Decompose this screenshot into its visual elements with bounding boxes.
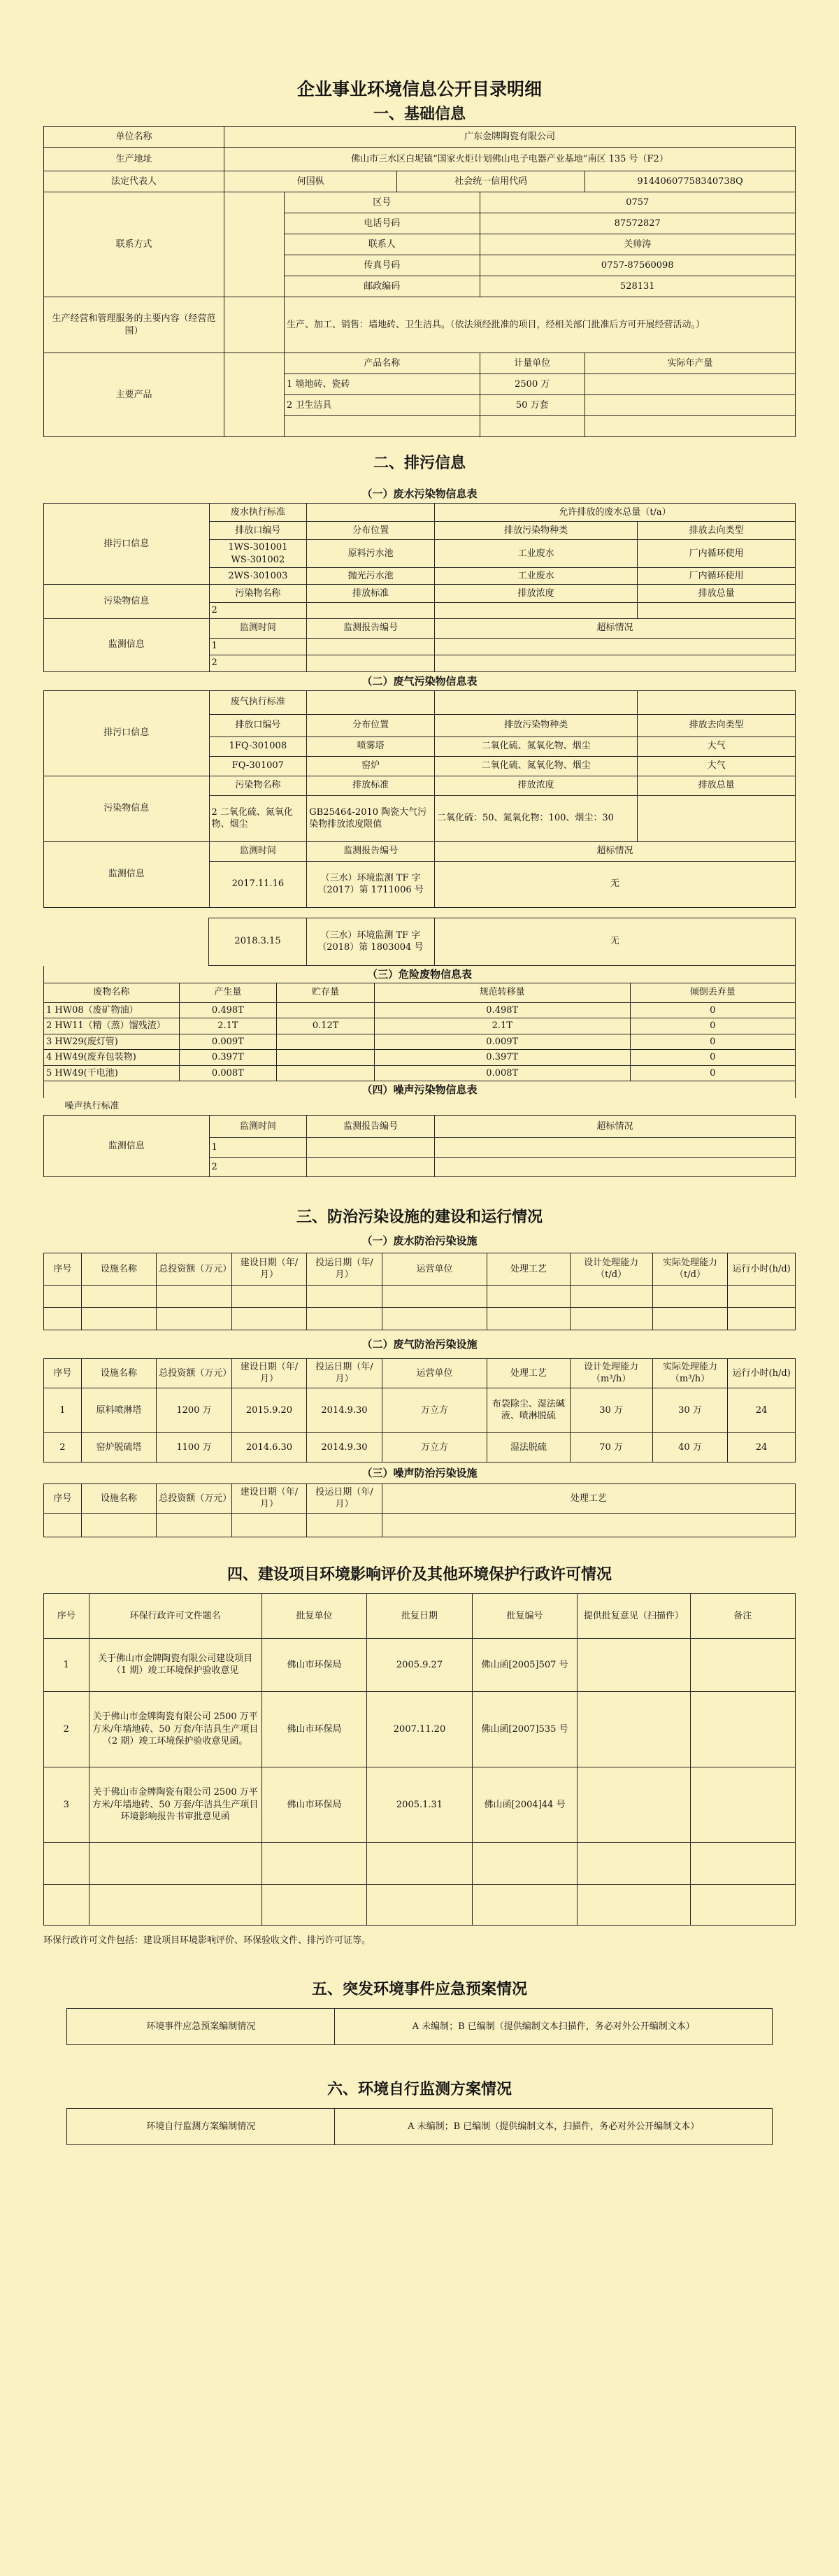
air-std-label: 废气执行标准: [209, 690, 307, 714]
section-4-title: 四、建设项目环境影响评价及其他环境保护行政许可情况: [227, 1565, 612, 1584]
noise-pollutant-table: [43, 1098, 796, 1177]
unit-name-label: 单位名称: [44, 127, 224, 148]
section-2-title: 二、排污信息: [373, 454, 466, 472]
permit-row-2-unit: 佛山市环保局: [261, 1691, 367, 1767]
permit-row-3-unit: 佛山市环保局: [261, 1767, 367, 1842]
water-mon-row-1: 1: [209, 638, 307, 655]
hazard-row-5-transferred: 0.008T: [375, 1065, 631, 1081]
noise-monitor-label: 监测信息: [44, 1115, 210, 1176]
product-1-qty: [585, 374, 796, 395]
zip-label: 邮政编码: [285, 276, 480, 297]
emergency-plan-label: 环境事件应急预案编制情况: [67, 2008, 335, 2044]
section-1-title: 一、基础信息: [373, 105, 466, 123]
air-row-2-type: 二氧化硫、氮氧化物、烟尘: [435, 756, 638, 776]
noise-std-label: 噪声执行标准: [64, 1101, 120, 1112]
product-qty-header: 实际年产量: [585, 353, 796, 374]
permit-row-1-date: 2005.9.27: [367, 1638, 473, 1691]
hazard-waste-title: （三）危险废物信息表: [43, 966, 796, 983]
hazard-row-4-stored: [277, 1050, 375, 1066]
af-row-2-design: 70 万: [570, 1432, 652, 1462]
permit-table: [43, 1593, 796, 1926]
permit-col-title: 环保行政许可文件题名: [89, 1593, 261, 1638]
section-5-title: 五、突发环境事件应急预案情况: [311, 1979, 527, 1998]
air-row-1-type: 二氧化硫、氮氧化物、烟尘: [435, 736, 638, 756]
water-pol-row-2: 2: [209, 603, 307, 619]
fax-value: 0757-87560098: [480, 255, 796, 276]
contact-person-value: 关帅涛: [480, 234, 796, 255]
hazard-row-2-produced: 2.1T: [179, 1018, 277, 1034]
noise-mon-row-2: 2: [209, 1157, 307, 1176]
af-row-2-build: 2014.6.30: [231, 1432, 307, 1462]
air-pol-row-conc: 二氧化硫：50、氮氧化物：100、烟尘：30: [435, 795, 638, 841]
permit-col-scan: 提供批复意见（扫描件）: [578, 1593, 690, 1638]
permit-row-1-scan: [578, 1638, 690, 1691]
af-row-1-process: 布袋除尘、湿法碱液、喷淋脱硫: [487, 1388, 570, 1432]
af-row-1-design: 30 万: [570, 1388, 652, 1432]
permit-row-2-no: 2: [44, 1691, 89, 1767]
water-col-direction: 排放去向类型: [638, 522, 796, 540]
noise-facility-table: [43, 1483, 796, 1537]
water-pollutant-table: [43, 503, 796, 672]
noise-mon-col-exceed: 超标情况: [435, 1115, 796, 1137]
water-col-type: 排放污染物种类: [435, 522, 638, 540]
permit-col-unit: 批复单位: [261, 1593, 367, 1638]
hazard-col-transferred: 规范转移量: [375, 983, 631, 1002]
af-row-1-operator: 万立方: [382, 1388, 487, 1432]
air-col-location: 分布位置: [307, 714, 435, 736]
air-pollutant-label: 污染物信息: [44, 776, 210, 841]
permit-row-3-scan: [578, 1767, 690, 1842]
water-pollutant-label: 污染物信息: [44, 585, 210, 619]
permit-row-2-scan: [578, 1691, 690, 1767]
noise-mon-row-1: 1: [209, 1137, 307, 1157]
af-row-2-name: 窑炉脱硫塔: [81, 1432, 157, 1462]
af-col-design: 设计处理能力（m³/h）: [570, 1358, 652, 1388]
hazard-row-4-dumped: 0: [630, 1050, 796, 1066]
water-pol-col-total: 排放总量: [638, 585, 796, 603]
air-facility-table: [43, 1358, 796, 1463]
af-col-actual: 实际处理能力（m³/h）: [652, 1358, 728, 1388]
hazard-row-3-produced: 0.009T: [179, 1034, 277, 1050]
hazard-waste-table: [43, 983, 796, 1082]
nf-col-no: 序号: [44, 1483, 82, 1513]
hazard-row-4-produced: 0.397T: [179, 1050, 277, 1066]
section-3-title: 三、防治污染设施的建设和运行情况: [296, 1207, 543, 1226]
water-row-2-location: 抛光污水池: [307, 568, 435, 585]
af-row-1-invest: 1200 万: [157, 1388, 232, 1432]
product-1-name: 1 墙地砖、瓷砖: [285, 374, 480, 395]
hazard-row-3-dumped: 0: [630, 1034, 796, 1050]
hazard-row-2-dumped: 0: [630, 1018, 796, 1034]
zip-value: 528131: [480, 276, 796, 297]
wf-col-process: 处理工艺: [487, 1253, 570, 1285]
water-pol-col-conc: 排放浓度: [435, 585, 638, 603]
noise-mon-col-report: 监测报告编号: [307, 1115, 435, 1137]
product-1-unit: 2500 万: [480, 374, 585, 395]
air-mon-row-2-exceed: 无: [434, 918, 795, 965]
permit-row-3-title: 关于佛山市金牌陶瓷有限公司 2500 万平方米/年墙地砖、50 万套/年洁具生产项目环境影响报告书审批意见函: [89, 1767, 261, 1842]
hazard-row-1-stored: [277, 1002, 375, 1018]
unit-name-value: 广东金牌陶瓷有限公司: [224, 127, 796, 148]
air-facility-title: （二）废气防治污染设施: [361, 1337, 478, 1351]
water-row-2-outlet: 2WS-301003: [209, 568, 307, 585]
water-row-2-type: 工业废水: [435, 568, 638, 585]
wf-col-operator: 运营单位: [382, 1253, 487, 1285]
water-row-1-outlet: 1WS-301001 WS-301002: [209, 540, 307, 568]
air-pollutant-title: （二）废气污染物信息表: [361, 674, 478, 688]
wf-col-name: 设施名称: [81, 1253, 157, 1285]
af-col-process: 处理工艺: [487, 1358, 570, 1388]
air-mon-row-2-report: （三水）环境监测 TF 字（2018）第 1803004 号: [306, 918, 434, 965]
air-row-1-direction: 大气: [638, 736, 796, 756]
phone-value: 87572827: [480, 213, 796, 234]
permit-row-2-remark: [690, 1691, 796, 1767]
hazard-row-1-dumped: 0: [630, 1002, 796, 1018]
water-facility-title: （一）废水防治污染设施: [361, 1234, 478, 1247]
permit-row-2-date: 2007.11.20: [367, 1691, 473, 1767]
hazard-col-name: 废物名称: [44, 983, 180, 1002]
air-row-2-direction: 大气: [638, 756, 796, 776]
wf-col-design: 设计处理能力（t/d）: [570, 1253, 652, 1285]
permit-row-3-remark: [690, 1767, 796, 1842]
noise-facility-title: （三）噪声防治污染设施: [361, 1466, 478, 1479]
af-row-2-no: 2: [44, 1432, 82, 1462]
hazard-row-2-transferred: 2.1T: [375, 1018, 631, 1034]
permit-row-1-no: 1: [44, 1638, 89, 1691]
af-col-operator: 运营单位: [382, 1358, 487, 1388]
wf-col-actual: 实际处理能力（t/d）: [652, 1253, 728, 1285]
af-col-hours: 运行小时(h/d): [728, 1358, 796, 1388]
zone-label: 区号: [285, 192, 480, 213]
permit-row-2-title: 关于佛山市金牌陶瓷有限公司 2500 万平方米/年墙地砖、50 万套/年洁具生产项目（2 期）竣工环境保护验收意见函。: [89, 1691, 261, 1767]
hazard-col-stored: 贮存量: [277, 983, 375, 1002]
permit-row-1-unit: 佛山市环保局: [261, 1638, 367, 1691]
af-row-1-actual: 30 万: [652, 1388, 728, 1432]
wf-col-hours: 运行小时(h/d): [728, 1253, 796, 1285]
water-row-1-type: 工业废水: [435, 540, 638, 568]
hazard-row-5-dumped: 0: [630, 1065, 796, 1081]
af-col-name: 设施名称: [81, 1358, 157, 1388]
air-pol-row-std: GB25464-2010 陶瓷大气污染物排放浓度限值: [307, 795, 435, 841]
af-row-2-actual: 40 万: [652, 1432, 728, 1462]
hazard-col-produced: 产生量: [179, 983, 277, 1002]
af-row-1-hours: 24: [728, 1388, 796, 1432]
product-2-name: 2 卫生洁具: [285, 395, 480, 416]
air-pol-col-conc: 排放浓度: [435, 776, 638, 795]
af-row-1-name: 原料喷淋塔: [81, 1388, 157, 1432]
air-mon-row-1-time: 2017.11.16: [209, 861, 307, 907]
wf-col-operate: 投运日期（年/月）: [307, 1253, 382, 1285]
monitoring-plan-table: [66, 2108, 773, 2145]
hazard-col-dumped: 倾倒丢弃量: [630, 983, 796, 1002]
product-unit-header: 计量单位: [480, 353, 585, 374]
permit-row-3-no: 3: [44, 1767, 89, 1842]
air-col-outlet: 排放口编号: [209, 714, 307, 736]
air-pollutant-table: [43, 690, 796, 908]
permit-col-number: 批复编号: [472, 1593, 578, 1638]
water-mon-row-2: 2: [209, 655, 307, 671]
permit-note: 环保行政许可文件包括：建设项目环境影响评价、环保验收文件、排污许可证等。: [43, 1935, 371, 1946]
phone-label: 电话号码: [285, 213, 480, 234]
permit-row-3-number: 佛山函[2004]44 号: [472, 1767, 578, 1842]
emergency-plan-table: [66, 2008, 773, 2045]
af-col-no: 序号: [44, 1358, 82, 1388]
address-value: 佛山市三水区白坭镇“国家火炬计划佛山电子电器产业基地”南区 135 号（F2）: [224, 148, 796, 171]
hazard-row-2-stored: 0.12T: [277, 1018, 375, 1034]
monitoring-plan-label: 环境自行监测方案编制情况: [67, 2108, 335, 2144]
credit-code-value: 91440607758340738Q: [585, 171, 796, 192]
products-spacer: [224, 353, 285, 437]
air-outlet-label: 排污口信息: [44, 690, 210, 776]
air-row-1-location: 喷雾塔: [307, 736, 435, 756]
permit-row-1-remark: [690, 1638, 796, 1691]
emergency-plan-value: A 未编制；B 已编制（提供编制文本扫描件，务必对外公开编制文本）: [335, 2008, 773, 2044]
hazard-row-5-produced: 0.008T: [179, 1065, 277, 1081]
air-pol-row-name: 2 二氧化硫、氮氧化物、烟尘: [209, 795, 307, 841]
document-title: 企业事业环境信息公开目录明细: [296, 79, 542, 99]
water-row-1-location: 原料污水池: [307, 540, 435, 568]
basic-info-table: [43, 126, 796, 437]
air-monitor-label: 监测信息: [44, 841, 210, 907]
wf-col-no: 序号: [44, 1253, 82, 1285]
hazard-row-5-stored: [277, 1065, 375, 1081]
products-label: 主要产品: [44, 353, 224, 437]
permit-row-1-number: 佛山函[2005]507 号: [472, 1638, 578, 1691]
monitoring-plan-value: A 未编制；B 已编制（提供编制文本，扫描件，务必对外公开编制文本）: [335, 2108, 773, 2144]
hazard-row-4-transferred: 0.397T: [375, 1050, 631, 1066]
water-mon-col-time: 监测时间: [209, 618, 307, 638]
hazard-row-1-transferred: 0.498T: [375, 1002, 631, 1018]
hazard-row-4-name: 4 HW49(废弃包装物): [44, 1050, 180, 1066]
air-row-2-outlet: FQ-301007: [209, 756, 307, 776]
water-std-label: 废水执行标准: [209, 504, 307, 522]
water-facility-table: [43, 1253, 796, 1330]
af-col-build: 建设日期（年/月）: [231, 1358, 307, 1388]
business-scope-value: 生产、加工、销售：墙地砖、卫生洁具。（依法须经批准的项目，经相关部门批准后方可开展经营活动。）: [285, 297, 796, 353]
air-mon-row-1-report: （三水）环境监测 TF 字（2017）第 1711006 号: [307, 861, 435, 907]
product-name-header: 产品名称: [285, 353, 480, 374]
air-row-2-location: 窑炉: [307, 756, 435, 776]
water-pol-col-name: 污染物名称: [209, 585, 307, 603]
af-row-1-build: 2015.9.20: [231, 1388, 307, 1432]
hazard-row-5-name: 5 HW49(干电池): [44, 1065, 180, 1081]
hazard-row-2-name: 2 HW11（精（蒸）馏残渣）: [44, 1018, 180, 1034]
permit-col-no: 序号: [44, 1593, 89, 1638]
product-2-qty: [585, 395, 796, 416]
air-mon-row-2-time: 2018.3.15: [209, 918, 307, 965]
air-pol-col-total: 排放总量: [638, 776, 796, 795]
nf-col-process: 处理工艺: [382, 1483, 795, 1513]
address-label: 生产地址: [44, 148, 224, 171]
water-col-outlet: 排放口编号: [209, 522, 307, 540]
noise-mon-col-time: 监测时间: [209, 1115, 307, 1137]
water-mon-col-report: 监测报告编号: [307, 618, 435, 638]
hazard-row-3-stored: [277, 1034, 375, 1050]
air-monitor-extra-table: [43, 918, 796, 966]
air-row-1-outlet: 1FQ-301008: [209, 736, 307, 756]
water-monitor-label: 监测信息: [44, 618, 210, 671]
hazard-row-1-produced: 0.498T: [179, 1002, 277, 1018]
section-6-title: 六、环境自行监测方案情况: [327, 2079, 512, 2098]
legal-rep-value: 何国枞: [224, 171, 397, 192]
legal-rep-label: 法定代表人: [44, 171, 224, 192]
water-mon-col-exceed: 超标情况: [435, 618, 796, 638]
air-pol-col-name: 污染物名称: [209, 776, 307, 795]
permit-col-date: 批复日期: [367, 1593, 473, 1638]
permit-col-remark: 备注: [690, 1593, 796, 1638]
water-row-1-direction: 厂内循环使用: [638, 540, 796, 568]
water-allow-label: 允许排放的废水总量（t/a）: [435, 504, 796, 522]
air-mon-row-1-exceed: 无: [435, 861, 796, 907]
air-col-direction: 排放去向类型: [638, 714, 796, 736]
zone-value: 0757: [480, 192, 796, 213]
permit-row-2-number: 佛山函[2007]535 号: [472, 1691, 578, 1767]
water-pol-col-std: 排放标准: [307, 585, 435, 603]
air-pol-row-total: [638, 795, 796, 841]
permit-row-1-title: 关于佛山市金牌陶瓷有限公司建设项目（1 期）竣工环境保护验收意见: [89, 1638, 261, 1691]
hazard-row-1-name: 1 HW08（废矿物油）: [44, 1002, 180, 1018]
water-row-2-direction: 厂内循环使用: [638, 568, 796, 585]
water-col-location: 分布位置: [307, 522, 435, 540]
hazard-row-3-name: 3 HW29(废灯管): [44, 1034, 180, 1050]
nf-col-build: 建设日期（年/月）: [231, 1483, 307, 1513]
contact-label: 联系方式: [44, 192, 224, 297]
af-row-2-operator: 万立方: [382, 1432, 487, 1462]
noise-pollutant-title: （四）噪声污染物信息表: [43, 1081, 796, 1098]
business-scope-label: 生产经营和管理服务的主要内容（经营范围）: [44, 297, 224, 353]
water-pollutant-title: （一）废水污染物信息表: [361, 488, 478, 500]
air-mon-col-time: 监测时间: [209, 841, 307, 861]
credit-code-label: 社会统一信用代码: [397, 171, 585, 192]
nf-col-operate: 投运日期（年/月）: [307, 1483, 382, 1513]
wf-col-build: 建设日期（年/月）: [231, 1253, 307, 1285]
nf-col-invest: 总投资额（万元）: [157, 1483, 232, 1513]
permit-row-3-date: 2005.1.31: [367, 1767, 473, 1842]
air-mon-col-report: 监测报告编号: [307, 841, 435, 861]
af-row-2-hours: 24: [728, 1432, 796, 1462]
af-row-1-operate: 2014.9.30: [307, 1388, 382, 1432]
wf-col-invest: 总投资额（万元）: [157, 1253, 232, 1285]
product-2-unit: 50 万套: [480, 395, 585, 416]
hazard-row-3-transferred: 0.009T: [375, 1034, 631, 1050]
af-row-2-process: 湿法脱硫: [487, 1432, 570, 1462]
contact-person-label: 联系人: [285, 234, 480, 255]
af-row-1-no: 1: [44, 1388, 82, 1432]
fax-label: 传真号码: [285, 255, 480, 276]
air-mon-col-exceed: 超标情况: [435, 841, 796, 861]
af-col-invest: 总投资额（万元）: [157, 1358, 232, 1388]
water-outlet-label: 排污口信息: [44, 504, 210, 585]
air-pol-col-std: 排放标准: [307, 776, 435, 795]
af-row-2-invest: 1100 万: [157, 1432, 232, 1462]
contact-spacer: [224, 192, 285, 297]
af-row-2-operate: 2014.9.30: [307, 1432, 382, 1462]
af-col-operate: 投运日期（年/月）: [307, 1358, 382, 1388]
air-col-type: 排放污染物种类: [435, 714, 638, 736]
nf-col-name: 设施名称: [81, 1483, 157, 1513]
